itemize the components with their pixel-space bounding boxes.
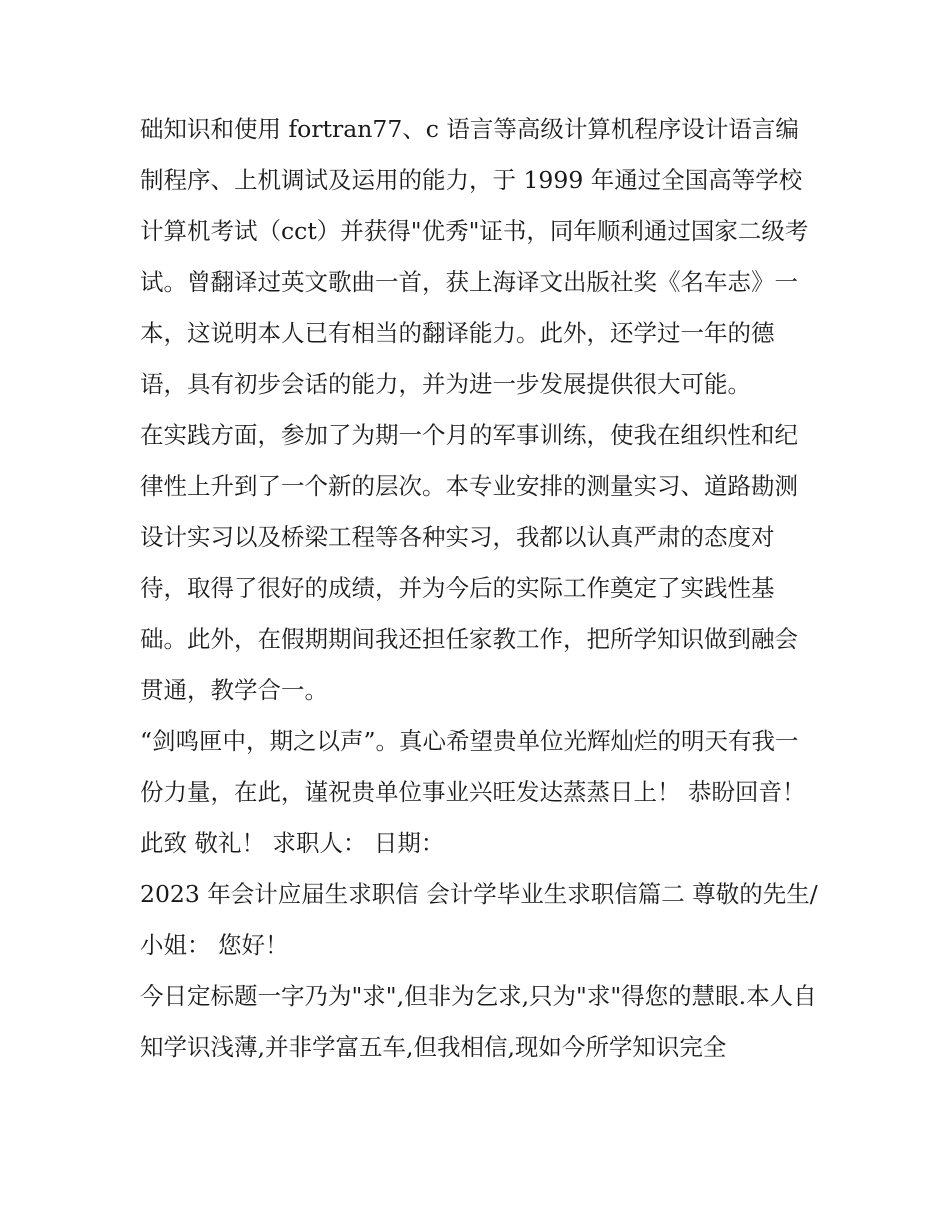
paragraph-second-letter-intro: 今日定标题一字乃为"求",但非为乞求,只为"求"得您的慧眼.本人自知学识浅薄,并非学富五车,但我相信,现如今所学知识完全 — [140, 982, 817, 1061]
paragraph-heading-second-letter: 2023 年会计应届生求职信 会计学毕业生求职信篇二 尊敬的先生/小姐： 您好！ — [140, 880, 818, 959]
document-body — [140, 104, 820, 1073]
paragraph-skills: 础知识和使用 fortran77、c 语言等高级计算机程序设计语言编制程序、上机调试及运用的能力，于 1999 年通过全国高等学校计算机考试（cct）并获得"优秀"证书，同年顺利通过国家二级考试。曾翻译过英文歌曲一首，获上海译文出版社奖《名车志》一本，这说明本人已有相当的翻译能力。此外，还学过一年的德语，具有初步会话的能力，并为进一步发展提供很大可能。 — [140, 115, 809, 398]
paragraph-closing: “剑鸣匣中，期之以声”。真心希望贵单位光辉灿烂的明天有我一份力量，在此，谨祝贵单位事业兴旺发达蒸蒸日上！ 恭盼回音！ 此致 敬礼！ 求职人： 日期： — [140, 727, 813, 857]
paragraph-practice: 在实践方面，参加了为期一个月的军事训练，使我在组织性和纪律性上升到了一个新的层次。本专业安排的测量实习、道路勘测设计实习以及桥梁工程等各种实习，我都以认真严肃的态度对待，取得了很好的成绩，并为今后的实际工作奠定了实践性基础。此外，在假期期间我还担任家教工作，把所学知识做到融会贯通，教学合一。 — [140, 421, 798, 704]
